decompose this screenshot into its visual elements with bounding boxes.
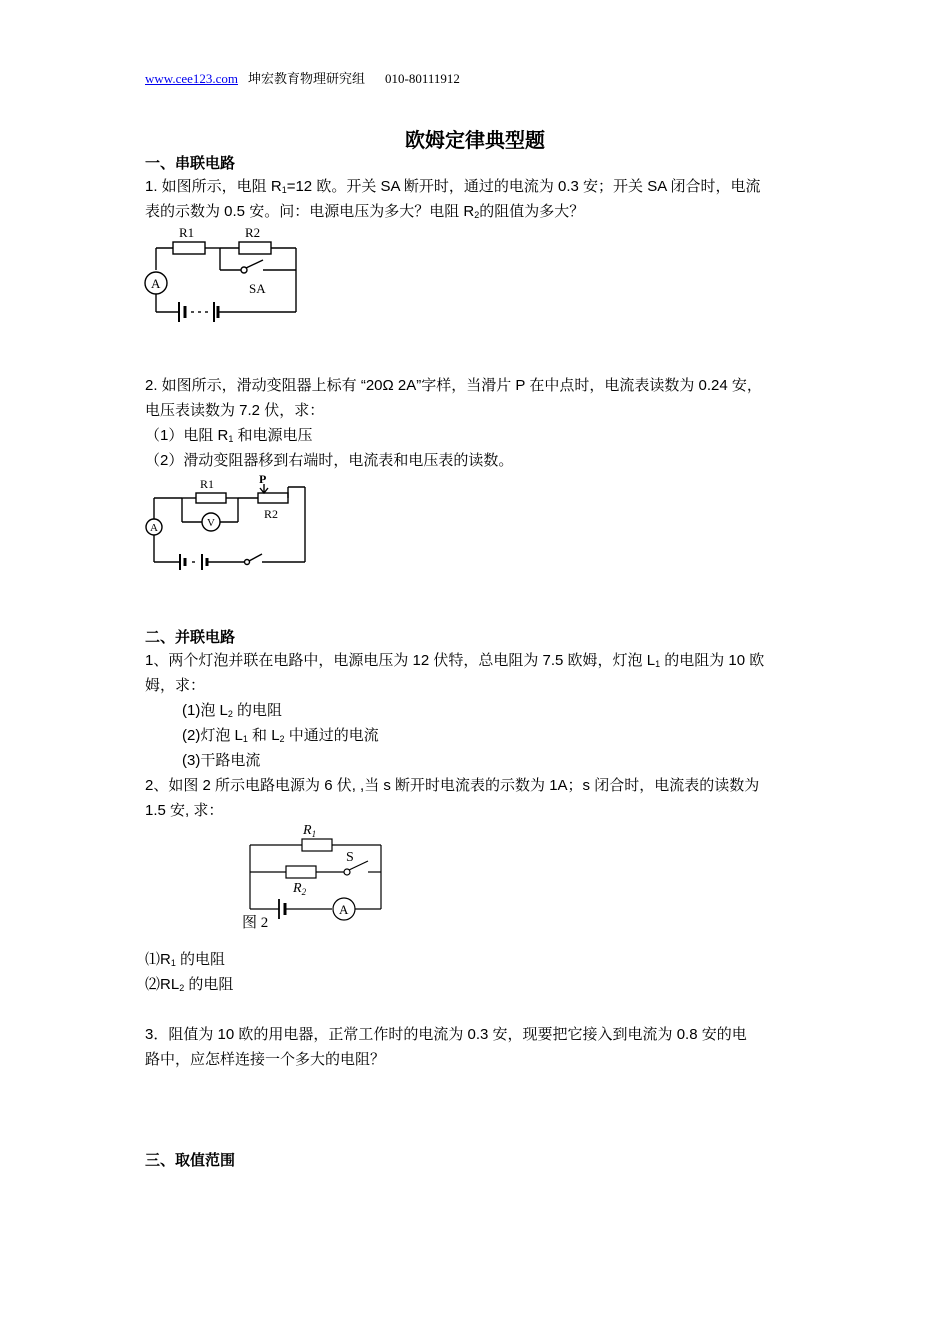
q2-part2: （2）滑动变阻器移到右端时，电流表和电压表的读数。 [145,452,514,469]
p-q1-line1: 1、两个灯泡并联在电路中，电源电压为 12 伏特，总电阻为 7.5 欧姆，灯泡 $L_1$ 的电阻为 10 欧 [145,652,765,669]
p-q2-line1: 2、如图 2 所示电路电源为 6 伏, ,当 s 断开时电流表的示数为 1A；s 闭合时，电流表的读数为 [145,777,760,794]
q1-line1: 1. 如图所示，电阻 $R_1=12$ 欧。开关 SA 断开时，通过的电流为 0.3 安；开关 SA 闭合时，电流 [145,178,761,195]
section-heading-series: 一、串联电路 [145,155,236,172]
circuit-figure-2 [140,474,320,574]
fig2-ammeter-label: A [150,522,158,534]
fig3-caption: 图 2 [242,915,269,931]
fig1-label-r1: R1 [179,225,195,240]
page-title: 欧姆定律典型题 [405,130,545,152]
q2-line1: 2. 如图所示，滑动变阻器上标有 “20Ω 2A”字样，当滑片 P 在中点时，电流表读数为 0.24 安， [145,377,762,394]
fig3-label-r1: $R_1$ [303,823,317,839]
fig1-switch-label: SA [249,281,266,296]
p-q2-answer2: $⑵RL_2$ 的电阻 [145,976,234,993]
fig3-label-r2: $R_2$ [293,881,307,897]
p-q3-line2: 路中，应怎样连接一个多大的电阻？ [145,1051,386,1068]
circuit-figure-1 [138,220,308,330]
fig2-label-r2: R2 [264,507,279,521]
p-q1-line2: 姆，求： [145,677,206,694]
header-org: 坤宏教育物理研究组 [248,71,366,86]
q1-line2: 表的示数为 0.5 安。问：电源电压为多大？电阻 $R_2$的阻值为多大？ [145,203,585,220]
site-link[interactable]: www.cee123.com [145,71,239,86]
page-header [145,68,460,87]
q2-line2: 电压表读数为 7.2 伏，求： [145,402,325,419]
section-heading-range: 三、取值范围 [145,1152,236,1169]
fig1-label-r2: R2 [245,225,261,240]
circuit-figure-3 [238,815,398,935]
header-phone: 010-80111912 [385,71,460,86]
fig1-ammeter-label: A [151,276,161,291]
fig3-ammeter-label: A [339,902,349,917]
q2-part1: （1）电阻 $R_1$ 和电源电压 [145,427,313,444]
p-q1-part3: (3)干路电流 [182,752,261,769]
fig2-label-r1: R1 [200,477,215,491]
section-heading-parallel: 二、并联电路 [145,629,236,646]
p-q2-answer1: $⑴R_1$ 的电阻 [145,951,226,968]
p-q1-part2: (2)灯泡 $L_1$ 和 $L_2$ 中通过的电流 [182,727,379,744]
p-q2-line2: 1.5 安, 求： [145,802,224,819]
p-q3-line1: 3．阻值为 10 欧的用电器，正常工作时的电流为 0.3 安，现要把它接入到电流为 0.8 安的电 [145,1026,747,1043]
fig3-switch-label: S [346,850,354,865]
fig2-slider-label: P [259,474,267,486]
fig2-voltmeter-label: V [207,517,215,529]
p-q1-part1: (1)泡 $L_2$ 的电阻 [182,702,283,719]
